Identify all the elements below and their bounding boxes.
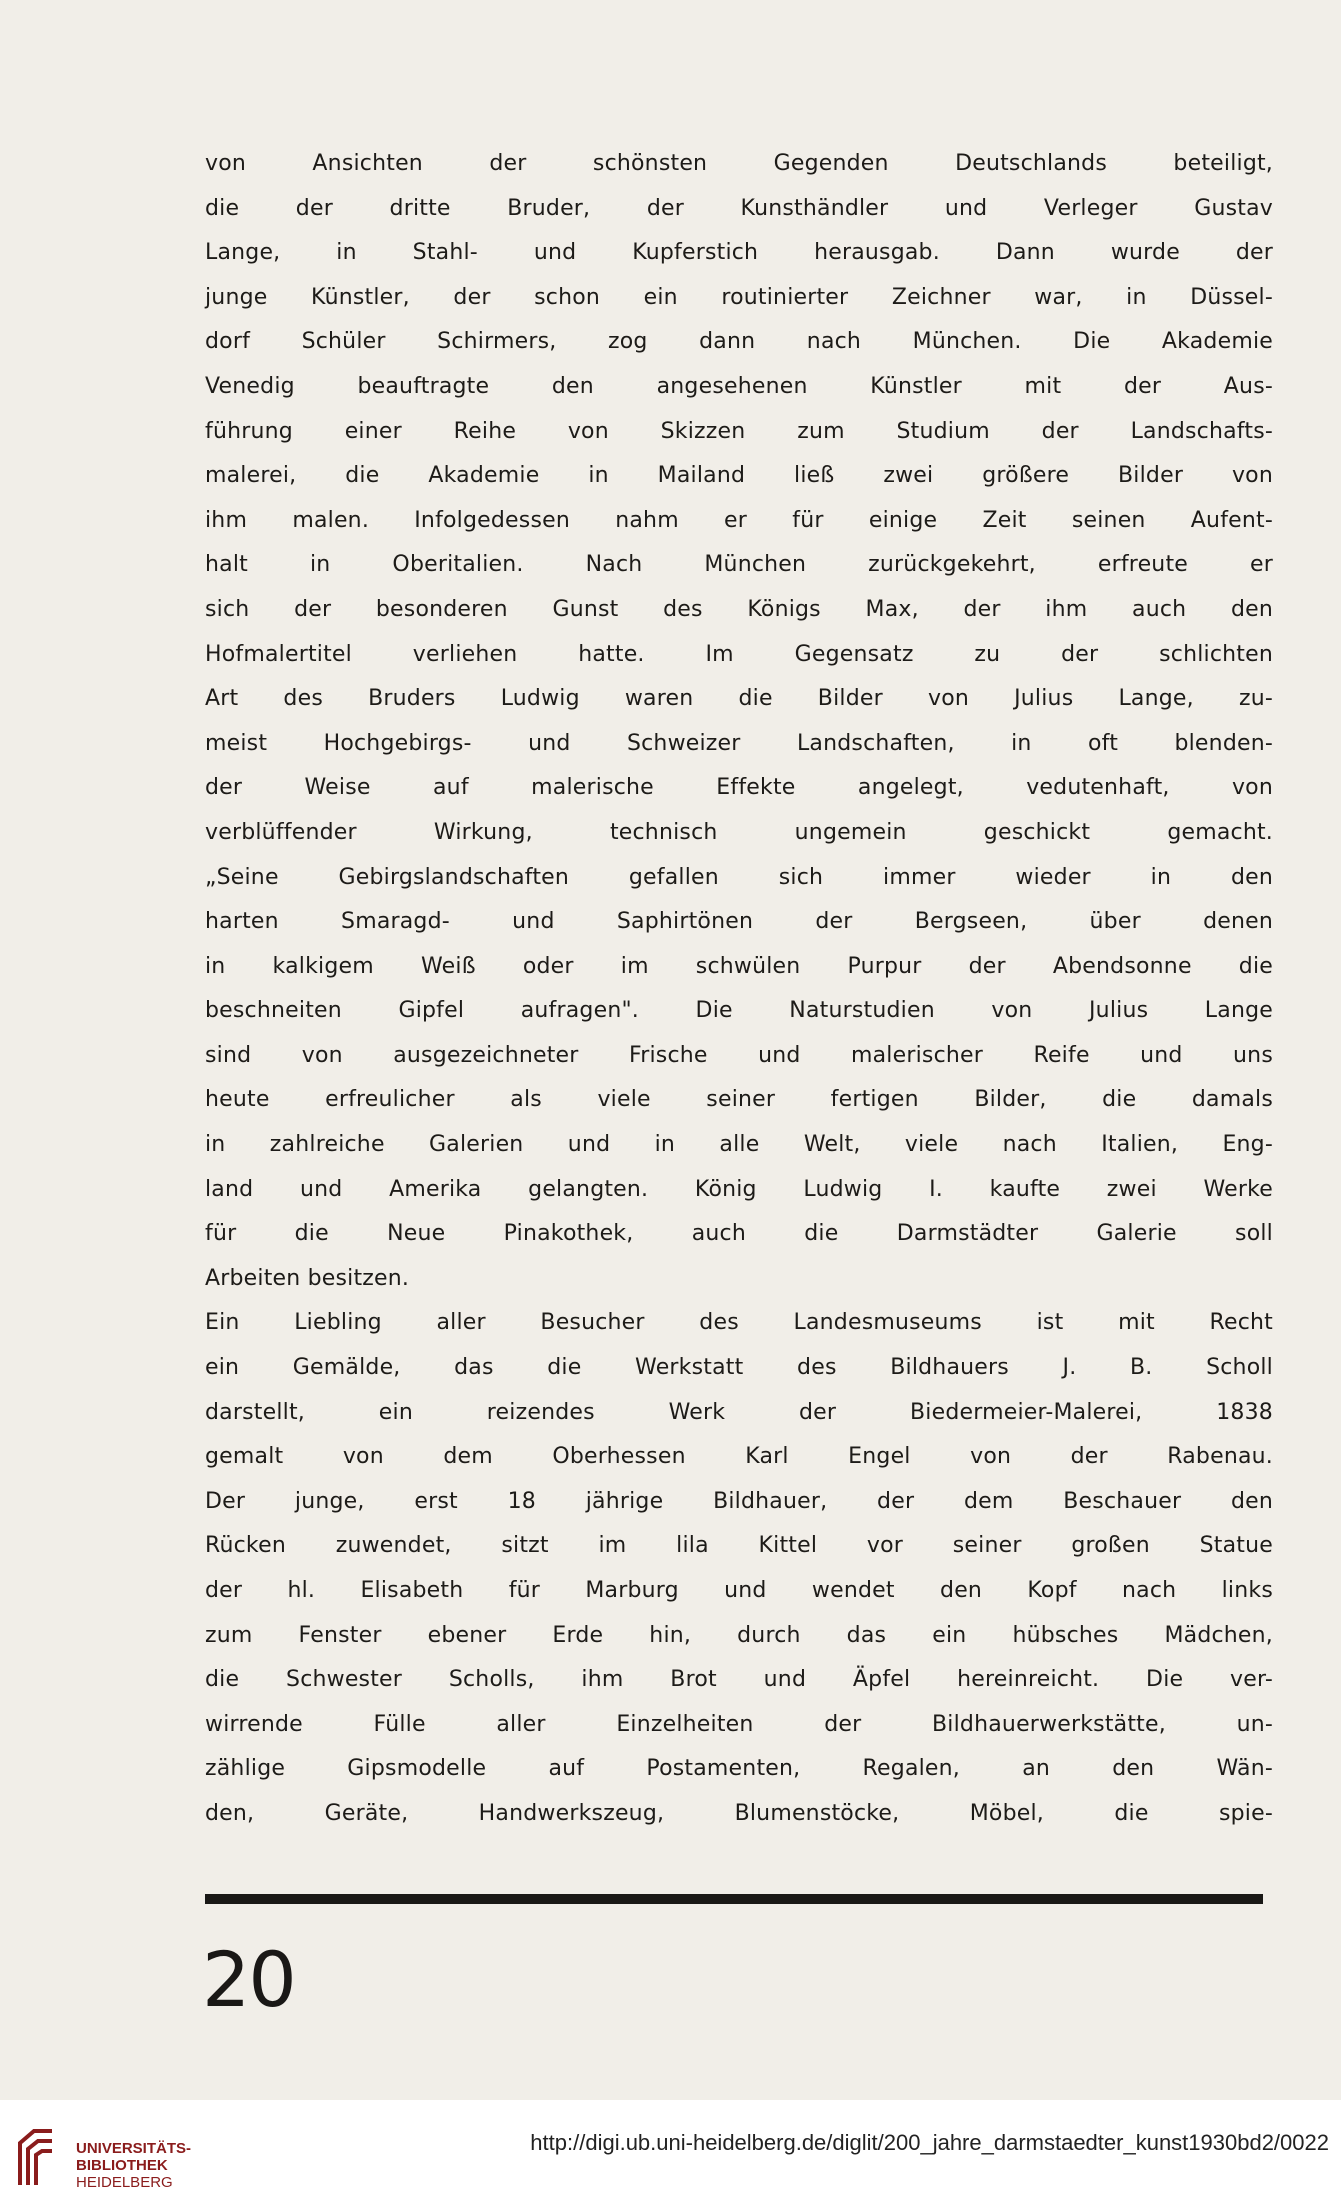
library-logo-icon [14,2125,58,2189]
text-line: für die Neue Pinakothek, auch die Darmstädter Galerie soll [205,1221,1273,1247]
text-line: junge Künstler, der schon ein routinierter Zeichner war, in Düssel- [205,284,1273,310]
text-line: ihm malen. Infolgedessen nahm er für einige Zeit seinen Aufent- [205,507,1273,533]
text-line: Venedig beauftragte den angesehenen Künstler mit der Aus- [205,373,1273,399]
text-line: Arbeiten besitzen. [205,1265,410,1291]
text-line: führung einer Reihe von Skizzen zum Studium der Landschafts- [205,418,1273,444]
body-text [205,142,1273,1837]
text-line: Ein Liebling aller Besucher des Landesmuseums ist mit Recht [205,1310,1273,1336]
text-line: der hl. Elisabeth für Marburg und wendet den Kopf nach links [205,1578,1273,1603]
text-line: beschneiten Gipfel aufragen". Die Naturstudien von Julius Lange [205,998,1273,1024]
text-line: Art des Bruders Ludwig waren die Bilder von Julius Lange, zu- [205,686,1273,712]
text-line: gemalt von dem Oberhessen Karl Engel von der Rabenau. [205,1444,1273,1470]
text-line: Hofmalertitel verliehen hatte. Im Gegensatz zu der schlichten [205,641,1273,667]
viewer-footer [0,2100,1341,2212]
text-line: in zahlreiche Galerien und in alle Welt, viele nach Italien, Eng- [205,1132,1273,1158]
text-line: von Ansichten der schönsten Gegenden Deutschlands beteiligt, [205,151,1273,176]
text-line: verblüffender Wirkung, technisch ungemein geschickt gemacht. [205,819,1273,845]
text-line: wirrende Fülle aller Einzelheiten der Bildhauerwerkstätte, un- [205,1711,1273,1737]
footer-rule [205,1894,1263,1904]
text-line: meist Hochgebirgs- und Schweizer Landschaften, in oft blenden- [205,730,1273,756]
text-line: malerei, die Akademie in Mailand ließ zwei größere Bilder von [205,463,1273,489]
library-name [76,2140,191,2191]
library-name-line-3: HEIDELBERG [76,2174,173,2191]
text-line: zum Fenster ebener Erde hin, durch das ein hübsches Mädchen, [205,1622,1273,1648]
text-line: heute erfreulicher als viele seiner fertigen Bilder, die damals [205,1087,1273,1113]
text-line: halt in Oberitalien. Nach München zurückgekehrt, erfreute er [205,552,1273,578]
library-name-line-2: BIBLIOTHEK [76,2157,168,2174]
text-line: den, Geräte, Handwerkszeug, Blumenstöcke, Möbel, die spie- [205,1800,1273,1826]
text-line: die Schwester Scholls, ihm Brot und Äpfel hereinreicht. Die ver- [205,1667,1273,1693]
text-line: land und Amerika gelangten. König Ludwig I. kaufte zwei Werke [205,1176,1273,1202]
text-line: darstellt, ein reizendes Werk der Biedermeier-Malerei, 1838 [205,1399,1273,1425]
text-line: der Weise auf malerische Effekte angelegt, vedutenhaft, von [205,775,1273,801]
text-line: harten Smaragd- und Saphirtönen der Bergseen, über denen [205,909,1273,935]
text-line: die der dritte Bruder, der Kunsthändler und Verleger Gustav [205,195,1273,221]
source-url-link[interactable]: http://digi.ub.uni-heidelberg.de/diglit/200_jahre_darmstaedter_kunst1930bd2/0022 [530,2130,1329,2155]
text-line: sind von ausgezeichneter Frische und malerischer Reife und uns [205,1042,1273,1068]
text-line: zählige Gipsmodelle auf Postamenten, Regalen, an den Wän- [205,1756,1273,1782]
text-line: in kalkigem Weiß oder im schwülen Purpur der Abendsonne die [205,953,1273,979]
text-line: „Seine Gebirgslandschaften gefallen sich immer wieder in den [205,864,1273,890]
page-number: 20 [202,1935,295,2024]
text-line: ein Gemälde, das die Werkstatt des Bildhauers J. B. Scholl [205,1355,1273,1381]
library-name-line-1: UNIVERSITÄTS- [76,2140,192,2157]
text-line: sich der besonderen Gunst des Königs Max, der ihm auch den [205,596,1273,622]
text-line: dorf Schüler Schirmers, zog dann nach München. Die Akademie [205,329,1273,355]
text-line: Rücken zuwendet, sitzt im lila Kittel vor seiner großen Statue [205,1533,1273,1559]
text-line: Der junge, erst 18 jährige Bildhauer, der dem Beschauer den [205,1488,1273,1514]
text-line: Lange, in Stahl- und Kupferstich herausgab. Dann wurde der [205,240,1273,266]
